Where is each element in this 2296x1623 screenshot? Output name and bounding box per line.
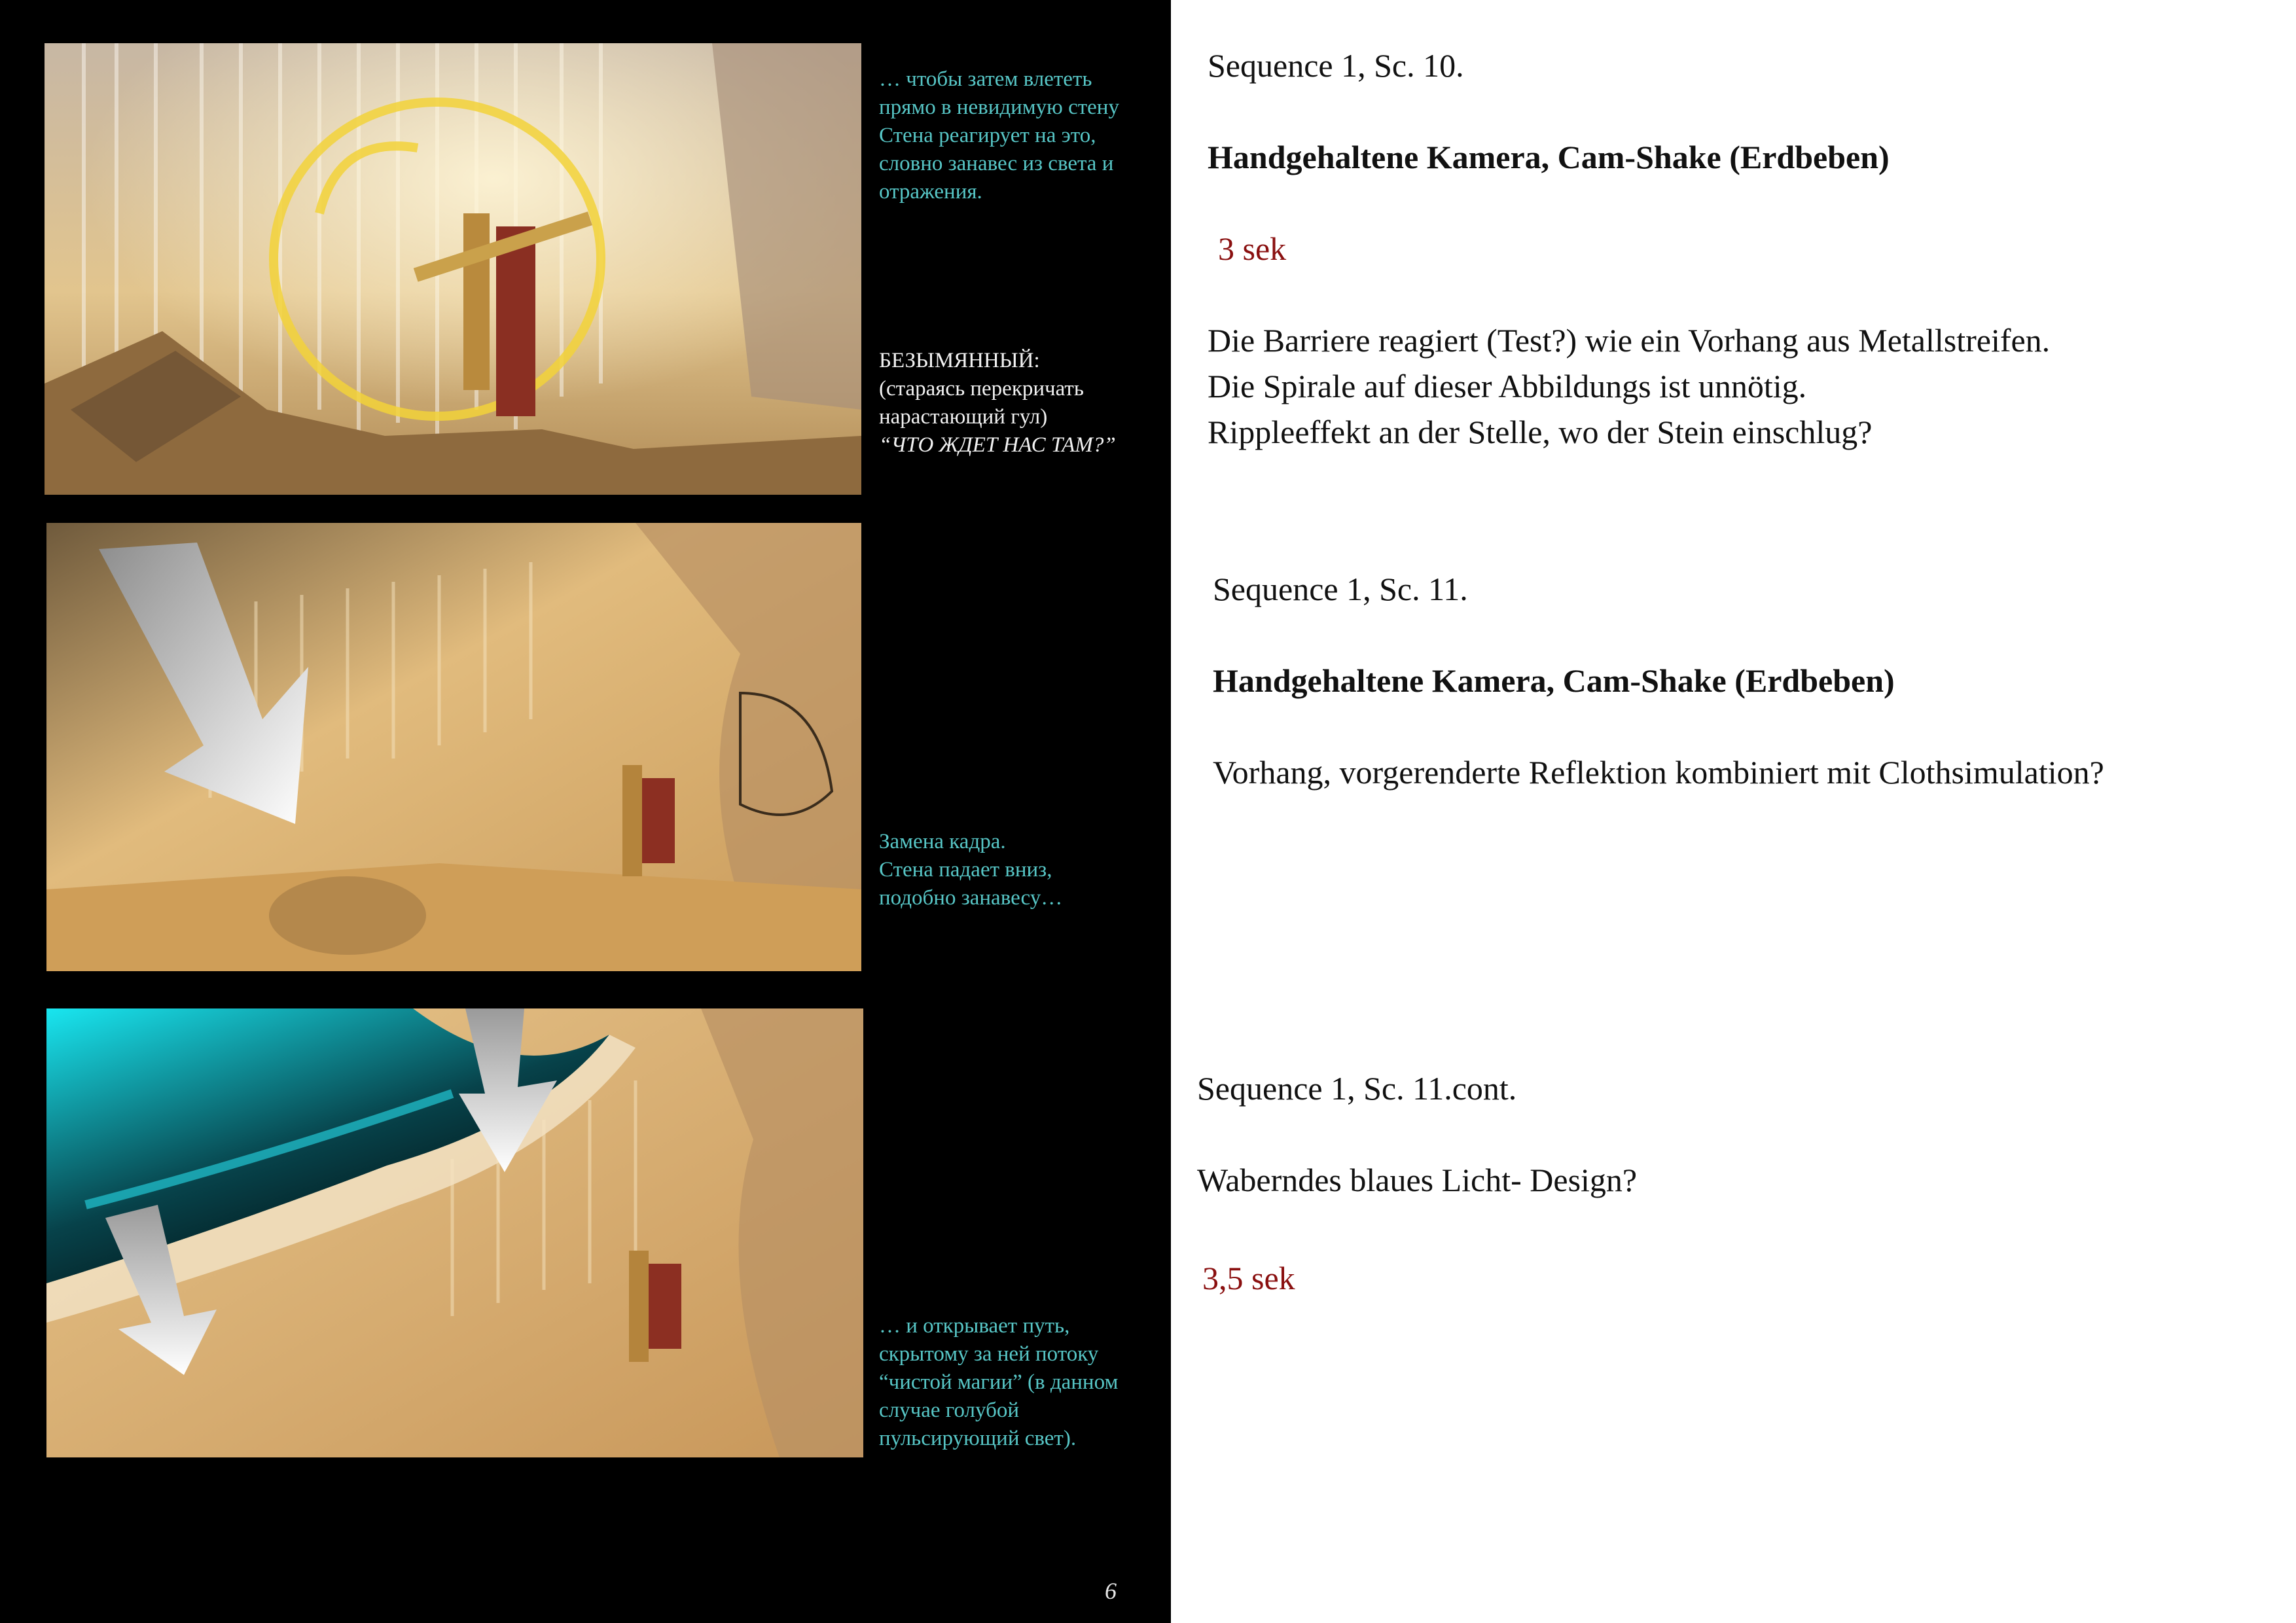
storyboard-panel-1	[45, 43, 861, 495]
panel-3-caption: … и открывает путь, скрытому за ней потоку “чистой магии” (в данном случае голубой пульсирующий свет).	[879, 1314, 1119, 1450]
scene-camera: Handgehaltene Kamera, Cam-Shake (Erdbeben)	[1213, 662, 1895, 699]
dialogue-direction: нарастающий гул)	[879, 405, 1048, 429]
scene-comment: Die Barriere reagiert (Test?) wie ein Vorhang aus Metallstreifen.	[1208, 322, 2051, 359]
scene-duration: 3,5 sek	[1202, 1260, 1295, 1296]
scene-comment: Vorhang, vorgerenderte Reflektion kombiniert mit Clothsimulation?	[1213, 754, 2104, 791]
scene-note-3	[1197, 1065, 1637, 1301]
scene-comment: Waberndes blaues Licht- Design?	[1197, 1162, 1638, 1198]
panel-2-caption: Замена кадра. Стена падает вниз, подобно занавесу…	[879, 830, 1063, 910]
scene-comment: Rippleeffekt an der Stelle, wo der Stein einschlug?	[1208, 414, 1873, 450]
scene-sequence: Sequence 1, Sc. 10.	[1208, 47, 1464, 84]
scene-camera: Handgehaltene Kamera, Cam-Shake (Erdbeben)	[1208, 139, 1890, 175]
storyboard-panel-2	[46, 523, 861, 971]
dialogue-direction: (стараясь перекричать	[879, 377, 1084, 401]
panel-3-illustration	[46, 1008, 863, 1457]
panel-2-illustration	[46, 523, 861, 971]
panel-1-illustration	[45, 43, 861, 495]
scene-comment: Die Spirale auf dieser Abbildungs ist unnötig.	[1208, 368, 1807, 404]
dialogue-line: “ЧТО ЖДЕТ НАС ТАМ?”	[879, 433, 1116, 457]
scene-duration: 3 sek	[1218, 230, 1287, 267]
panel-1-dialogue	[879, 347, 1116, 459]
scene-sequence: Sequence 1, Sc. 11.	[1213, 571, 1468, 607]
page-number: 6	[1105, 1578, 1117, 1604]
scene-sequence: Sequence 1, Sc. 11.cont.	[1197, 1070, 1517, 1107]
panel-1-caption: … чтобы затем влететь прямо в невидимую стену Стена реагирует на это, словно занавес из света и отражения.	[879, 67, 1119, 204]
scene-note-2	[1213, 566, 2104, 795]
scene-note-1	[1208, 43, 2050, 455]
storyboard-panel-3	[46, 1008, 863, 1457]
dialogue-speaker: БЕЗЫМЯННЫЙ:	[879, 349, 1040, 372]
